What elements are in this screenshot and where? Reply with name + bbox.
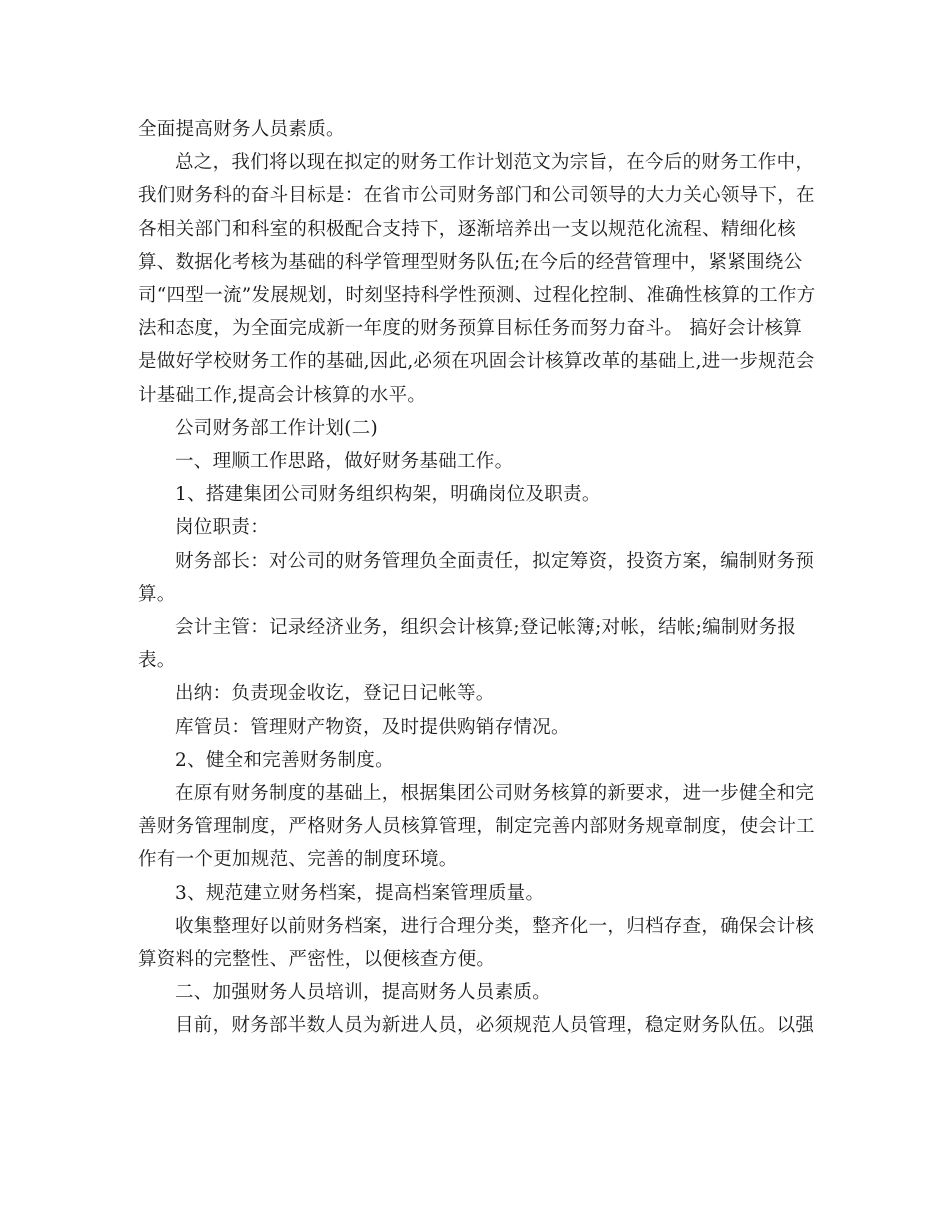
- paragraph: 库管员：管理财产物资，及时提供购销存情况。: [175, 716, 570, 738]
- paragraph: 目前，财务部半数人员为新进人员，必须规范人员管理，稳定财务队伍。以强: [175, 1015, 815, 1037]
- paragraph: 全面提高财务人员素质。: [138, 119, 345, 140]
- subsection-heading: 1、搭建集团公司财务组织构架，明确岗位及职责。: [175, 484, 601, 506]
- paragraph: 岗位职责：: [175, 517, 270, 539]
- paragraph: 收集整理好以前财务档案，进行合理分类，整齐化一，归档存查，确保会计核算资料的完整性、严密性，以便核查方便。: [138, 915, 815, 971]
- section-heading: 公司财务部工作计划(二): [175, 417, 379, 439]
- paragraph: 会计主管：记录经济业务，组织会计核算;登记帐簿;对帐，结帐;编制财务报表。: [138, 617, 797, 672]
- section-heading: 一、理顺工作思路，做好财务基础工作。: [175, 451, 514, 473]
- paragraph: 财务部长：对公司的财务管理负全面责任，拟定筹资，投资方案，编制财务预算。: [138, 550, 815, 605]
- document-body: [138, 113, 818, 1043]
- subsection-heading: 2、健全和完善财务制度。: [175, 749, 394, 771]
- paragraph: 总之，我们将以现在拟定的财务工作计划范文为宗旨，在今后的财务工作中，我们财务科的奋斗目标是：在省市公司财务部门和公司领导的大力关心领导下，在各相关部门和科室的积极配合支持下，逐渐培养出一支以规范化流程、精细化核算、数据化考核为基础的科学管理型财务队伍;在今后的经营管理中，紧紧围绕公司“四型一流”发展规划，时刻坚持科学性预测、过程化控制、准确性核算的工作方法和态度，为全面完成新一年度的财务预算目标任务而努力奋斗。 搞好会计核算是做好学校财务工作的基础,因此,必须在巩固会计核算改革的基础上,进一步规范会计基础工作,提高会计核算的水平。: [138, 152, 816, 406]
- subsection-heading: 3、规范建立财务档案，提高档案管理质量。: [175, 882, 545, 904]
- paragraph: 出纳：负责现金收讫，登记日记帐等。: [175, 683, 495, 705]
- section-heading: 二、加强财务人员培训，提高财务人员素质。: [175, 982, 552, 1004]
- paragraph: 在原有财务制度的基础上，根据集团公司财务核算的新要求，进一步健全和完善财务管理制度，严格财务人员核算管理，制定完善内部财务规章制度，使会计工作有一个更加规范、完善的制度环境。: [138, 783, 815, 871]
